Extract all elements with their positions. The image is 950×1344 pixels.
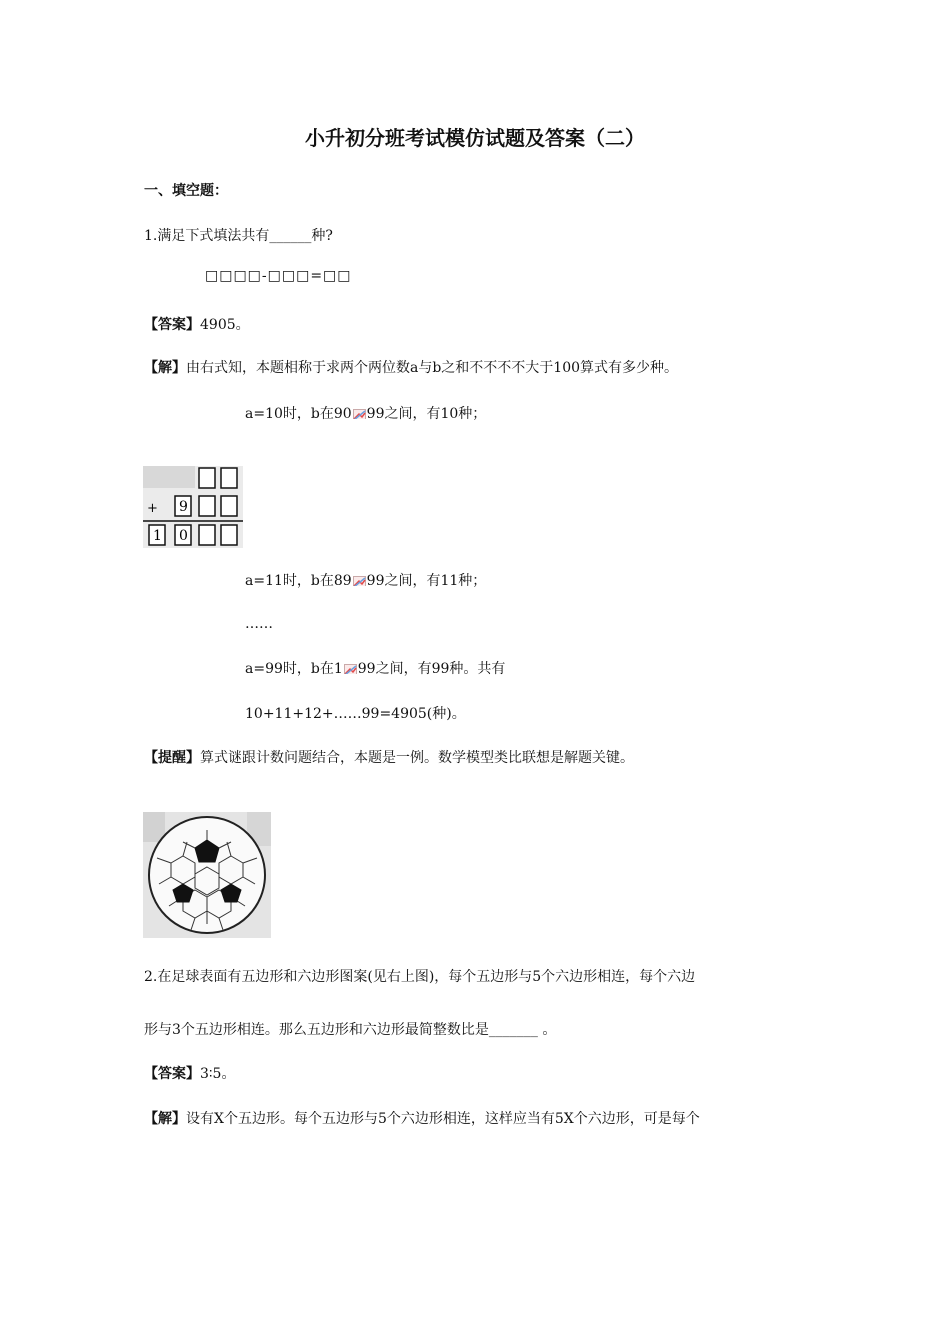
case-2-end: 99之间，有11种； <box>366 573 487 589</box>
addition-puzzle-figure <box>143 466 243 548</box>
broken-image-icon <box>344 662 357 674</box>
answer-tag: 【答案】 <box>144 317 200 333</box>
answer-text: 3∶5。 <box>200 1066 236 1082</box>
case-1 <box>245 404 486 424</box>
question-2-line-2: 形与3个五边形相连。那么五边形和六边形最简整数比是_______ 。 <box>144 1022 557 1038</box>
answer-line-1 <box>144 315 250 335</box>
plus-sign: + <box>147 501 158 516</box>
case-1-start: a=10时，b在90 <box>245 406 352 422</box>
solution-text: 设有X个五边形。每个五边形与5个六边形相连，这样应当有5X个六边形，可是每个 <box>186 1111 700 1127</box>
solution-tag: 【解】 <box>144 1111 186 1127</box>
question-1: 1.满足下式填法共有______种? <box>144 228 333 244</box>
soccer-ball-figure <box>143 812 271 938</box>
broken-image-icon <box>353 574 366 586</box>
solution-text: 由右式知，本题相称于求两个两位数a与b之和不不不不大于100算式有多少种。 <box>186 360 679 376</box>
digit-9: 9 <box>179 499 188 515</box>
hint-line <box>144 748 634 768</box>
hint-tag: 【提醒】 <box>144 750 200 766</box>
case-2 <box>245 571 486 591</box>
answer-tag: 【答案】 <box>144 1066 200 1082</box>
solution-tag: 【解】 <box>144 360 186 376</box>
hint-text: 算式谜跟计数问题结合，本题是一例。数学模型类比联想是解题关键。 <box>200 750 634 766</box>
case-1-end: 99之间，有10种； <box>366 406 487 422</box>
broken-image-icon <box>353 407 366 419</box>
solution-line-1 <box>144 358 678 378</box>
section-heading: 一、填空题： <box>144 183 228 199</box>
case-3 <box>245 659 505 679</box>
answer-text: 4905。 <box>200 317 250 333</box>
ellipsis: …… <box>245 616 273 632</box>
case-2-start: a=11时，b在89 <box>245 573 352 589</box>
formula: □□□□-□□□=□□ <box>205 268 352 284</box>
page-title: 小升初分班考试模仿试题及答案（二） <box>305 126 645 150</box>
answer-line-2 <box>144 1064 235 1084</box>
digit-1: 1 <box>153 528 162 544</box>
digit-0: 0 <box>179 528 188 544</box>
case-3-end: 99之间，有99种。共有 <box>357 661 506 677</box>
question-2-line-1: 2.在足球表面有五边形和六边形图案(见右上图)，每个五边形与5个六边形相连，每个六边 <box>144 969 696 985</box>
sum-line: 10+11+12+……99=4905(种)。 <box>245 706 466 722</box>
case-3-start: a=99时，b在1 <box>245 661 343 677</box>
solution-line-2 <box>144 1109 700 1129</box>
